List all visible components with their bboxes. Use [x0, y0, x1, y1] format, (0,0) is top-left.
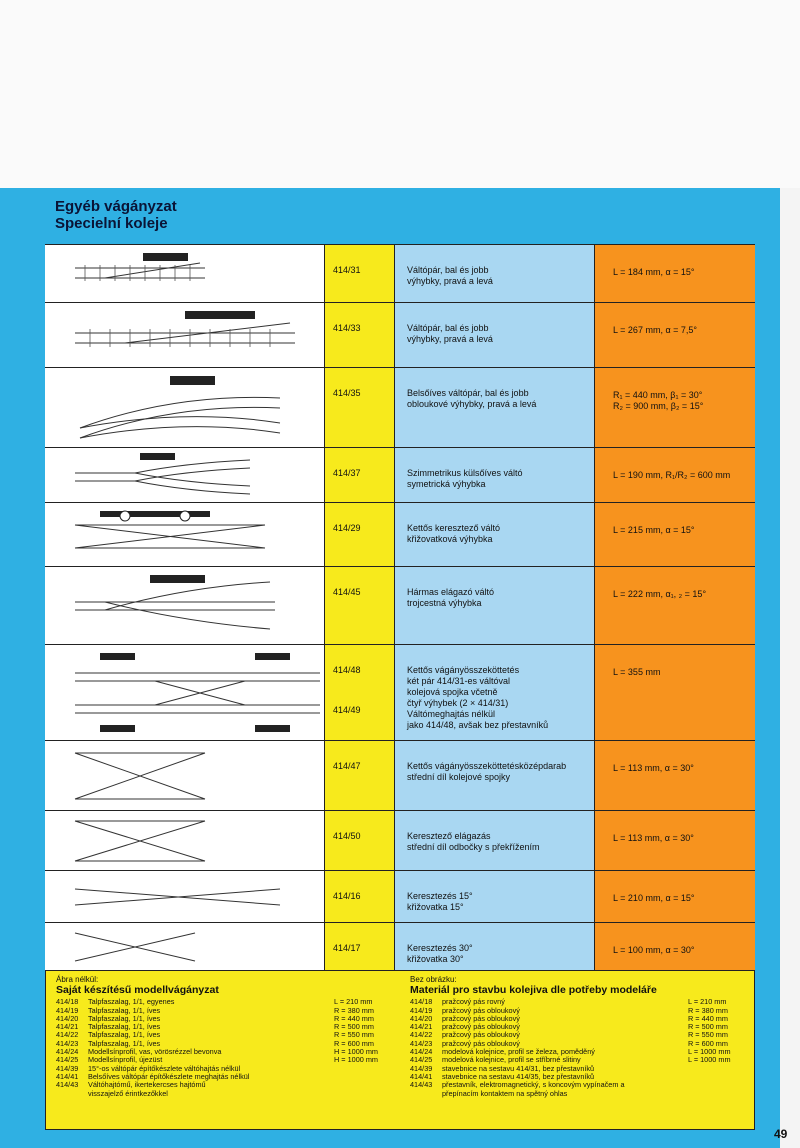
- track-illustration: [45, 303, 325, 368]
- track-drawing: [45, 448, 324, 503]
- spec-line: L = 190 mm, R₁/R₂ = 600 mm: [613, 470, 731, 480]
- item-text: stavebnice na sestavu 414/35, bez přestavníků: [442, 1071, 595, 1081]
- item-number: 414/39: [56, 1063, 79, 1073]
- item-text: visszajelző érintkezőkkel: [88, 1088, 168, 1098]
- page-number: 49: [774, 1127, 788, 1141]
- item-text: pražcový pás obloukový: [442, 1030, 520, 1040]
- description-hu: Keresztezés 30°: [407, 943, 473, 953]
- track-illustration: [45, 645, 325, 741]
- item-number: 414/19: [410, 1005, 433, 1015]
- track-illustration: [45, 871, 325, 923]
- spec-line: L = 210 mm, α = 15°: [613, 893, 695, 903]
- item-number: 414/23: [56, 1038, 79, 1048]
- table-row: [45, 740, 755, 811]
- item-text: pražcový pás obloukový: [442, 1022, 520, 1032]
- article-number: 414/35: [325, 368, 395, 448]
- item-value: R = 600 mm: [334, 1038, 374, 1048]
- description-hu: Belsőíves váltópár, bal és jobb: [407, 388, 529, 398]
- item-text: pražcový pás obloukový: [442, 1038, 520, 1048]
- article-number: 414/33: [325, 303, 395, 368]
- description-cz: křižovatka 15°: [407, 902, 464, 912]
- item-text: modelová kolejnice, profil se stříbrné slitiny: [442, 1055, 581, 1065]
- item-value: R = 380 mm: [688, 1005, 728, 1015]
- spec-line: L = 113 mm, α = 30°: [613, 833, 694, 843]
- description: [395, 741, 595, 811]
- specification: [595, 245, 755, 303]
- item-text: Talpfaszalag, 1/1, íves: [88, 1030, 161, 1040]
- specification: [595, 923, 755, 971]
- description: [395, 871, 595, 923]
- table-row: [45, 566, 755, 645]
- description: [395, 368, 595, 448]
- description-hu: Keresztező elágazás: [407, 831, 491, 841]
- specification: [595, 811, 755, 871]
- item-value: R = 550 mm: [334, 1030, 374, 1040]
- article-number-49: 414/49: [333, 705, 361, 715]
- item-value: R = 440 mm: [334, 1013, 374, 1023]
- description: [395, 448, 595, 503]
- item-value: [334, 1090, 390, 1098]
- title-hungarian: Egyéb vágányzat: [55, 198, 177, 215]
- spec-line: L = 100 mm, α = 30°: [613, 945, 695, 955]
- materials-hungarian: [46, 971, 400, 1129]
- description-hu: Keresztezés 15°: [407, 891, 473, 901]
- track-illustration: [45, 368, 325, 448]
- article-number: 414/47: [325, 741, 395, 811]
- description-hu: Váltópár, bal és jobb: [407, 323, 489, 333]
- page-title: [55, 198, 177, 232]
- item-number: 414/19: [56, 1005, 79, 1015]
- spec-line: R₁ = 440 mm, β₁ = 30°: [613, 390, 703, 400]
- specification: [595, 741, 755, 811]
- article-number: 414/29: [325, 503, 395, 567]
- item-number: [56, 1090, 88, 1098]
- item-number: 414/21: [410, 1022, 433, 1032]
- article-number: 414/31: [325, 245, 395, 303]
- track-drawing: [45, 811, 324, 871]
- track-drawing: [45, 741, 324, 811]
- specification: [595, 368, 755, 448]
- table-row: [45, 302, 755, 368]
- item-text: Váltóhajtómű, ikertekercses hajtómű: [88, 1080, 206, 1090]
- description: [395, 567, 595, 645]
- table-row: [45, 810, 755, 871]
- spec-line: L = 215 mm, α = 15°: [613, 525, 695, 535]
- item-text: pražcový pás obloukový: [442, 1005, 520, 1015]
- item-number: 414/21: [56, 1022, 79, 1032]
- item-value: R = 440 mm: [688, 1013, 728, 1023]
- table-row: [45, 447, 755, 503]
- track-illustration: [45, 448, 325, 503]
- materials-list: [56, 998, 390, 1098]
- materials-list: [410, 998, 744, 1098]
- item-number: 414/43: [410, 1080, 433, 1090]
- item-number: 414/18: [56, 997, 79, 1007]
- track-illustration: [45, 811, 325, 871]
- item-value: [688, 1073, 744, 1081]
- item-number: 414/24: [56, 1047, 79, 1057]
- table-row: [45, 870, 755, 923]
- item-text: Modellsínprofil, vas, vörösrézzel bevonva: [88, 1047, 222, 1057]
- description-cz: střední díl kolejové spojky: [407, 772, 511, 782]
- description-hu: Kettős keresztező váltó: [407, 523, 501, 533]
- description: [395, 245, 595, 303]
- description-cz: kolejová spojka včetně: [407, 687, 498, 697]
- list-item: [56, 1090, 390, 1098]
- description: [395, 645, 595, 741]
- track-illustration: [45, 503, 325, 567]
- article-number: 414/50: [325, 811, 395, 871]
- track-drawing: [45, 567, 324, 645]
- description-cz: výhybky, pravá a levá: [407, 334, 493, 344]
- article-number: 414/17: [325, 923, 395, 971]
- item-value: R = 380 mm: [334, 1005, 374, 1015]
- item-value: [688, 1081, 744, 1089]
- top-margin: [0, 0, 800, 188]
- spec-line: L = 355 mm: [613, 667, 661, 677]
- description-cz: čtyř výhybek (2 × 414/31): [407, 698, 509, 708]
- item-text: Talpfaszalag, 1/1, íves: [88, 1022, 161, 1032]
- track-drawing: [45, 645, 324, 741]
- item-number: 414/39: [410, 1063, 433, 1073]
- description-cz: křižovatková výhybka: [407, 534, 493, 544]
- item-number: 414/23: [410, 1038, 433, 1048]
- track-illustration: [45, 245, 325, 303]
- section-heading: Materiál pro stavbu kolejiva dle potřeby modeláře: [410, 984, 657, 997]
- description-cz: obloukové výhybky, pravá a levá: [407, 399, 537, 409]
- item-value: [688, 1090, 744, 1098]
- item-number: 414/24: [410, 1047, 433, 1057]
- item-value: L = 1000 mm: [688, 1055, 731, 1065]
- article-number: 414/16: [325, 871, 395, 923]
- description-cz: křižovatka 30°: [407, 954, 464, 964]
- item-text: Talpfaszalag, 1/1, egyenes: [88, 997, 175, 1007]
- specification: [595, 503, 755, 567]
- description-hu: Hármas elágazó váltó: [407, 587, 495, 597]
- item-number: 414/20: [56, 1013, 79, 1023]
- item-text: pražcový pás rovný: [442, 997, 505, 1007]
- spec-line: L = 222 mm, α₁, ₂ = 15°: [613, 589, 707, 599]
- item-value: [334, 1073, 390, 1081]
- item-number: 414/20: [410, 1013, 433, 1023]
- spec-line: L = 113 mm, α = 30°: [613, 763, 694, 773]
- list-item: [410, 1090, 744, 1098]
- article-number-48: 414/48: [333, 665, 361, 675]
- item-number: 414/18: [410, 997, 433, 1007]
- table-row: [45, 502, 755, 567]
- description-hu: Kettős vágányösszeköttetésközépdarab: [407, 761, 567, 771]
- description: [395, 503, 595, 567]
- description: [395, 811, 595, 871]
- item-text: modelová kolejnice, profil se železa, poměděný: [442, 1047, 595, 1057]
- title-czech: Specielní koleje: [55, 215, 168, 232]
- spec-line: L = 267 mm, α = 7,5°: [613, 325, 698, 335]
- item-value: [334, 1065, 390, 1073]
- table-row: [45, 922, 755, 971]
- description-hu: Váltómeghajtás nélkül: [407, 709, 496, 719]
- item-number: 414/41: [56, 1071, 79, 1081]
- item-number: 414/25: [410, 1055, 433, 1065]
- track-drawing: [45, 303, 324, 368]
- table-row: [45, 367, 755, 448]
- track-drawing: [45, 503, 324, 567]
- description-cz: jako 414/48, avšak bez přestavníků: [407, 720, 549, 730]
- page-edge: [780, 188, 800, 1148]
- track-drawing: [45, 368, 324, 448]
- item-value: L = 1000 mm: [688, 1047, 731, 1057]
- track-illustration: [45, 741, 325, 811]
- track-illustration: [45, 567, 325, 645]
- description-cz: střední díl odbočky s překřížením: [407, 842, 540, 852]
- item-text: Talpfaszalag, 1/1, íves: [88, 1038, 161, 1048]
- description: [395, 923, 595, 971]
- track-drawing: [45, 245, 324, 303]
- specification: [595, 871, 755, 923]
- item-text: Modellsínprofil, újezüst: [88, 1055, 163, 1065]
- item-value: [688, 1065, 744, 1073]
- item-text: Talpfaszalag, 1/1, íves: [88, 1013, 161, 1023]
- caption: Bez obrázku:: [410, 975, 457, 984]
- item-text: přestavník, elektromagnetický, s koncovým vypínačem a: [442, 1080, 625, 1090]
- article-number: 414/37: [325, 448, 395, 503]
- specification: [595, 303, 755, 368]
- item-value: R = 600 mm: [688, 1038, 728, 1048]
- item-value: H = 1000 mm: [334, 1047, 379, 1057]
- article-number: 414/45: [325, 567, 395, 645]
- item-number: 414/22: [56, 1030, 79, 1040]
- caption: Ábra nélkül:: [56, 975, 99, 984]
- specification: [595, 567, 755, 645]
- table-row: [45, 644, 755, 741]
- item-text: stavebnice na sestavu 414/31, bez přestavníků: [442, 1063, 595, 1073]
- description-hu: Váltópár, bal és jobb: [407, 265, 489, 275]
- item-text: 15°-os váltópár építőkészlete váltóhajtás nélkül: [88, 1063, 241, 1073]
- section-heading: Saját készítésű modellvágányzat: [56, 984, 219, 997]
- item-text: Belsőíves váltópár építőkészlete meghajtás nélkül: [88, 1071, 250, 1081]
- specification: [595, 448, 755, 503]
- item-number: 414/43: [56, 1080, 79, 1090]
- spec-line: L = 184 mm, α = 15°: [613, 267, 695, 277]
- article-number: [325, 645, 395, 741]
- track-drawing: [45, 923, 324, 971]
- item-number: 414/41: [410, 1071, 433, 1081]
- description-hu: Szimmetrikus külsőíves váltó: [407, 468, 523, 478]
- materials-czech: [400, 971, 754, 1129]
- description-hu: két pár 414/31-es váltóval: [407, 676, 511, 686]
- item-text: Talpfaszalag, 1/1, íves: [88, 1005, 161, 1015]
- spec-line: R₂ = 900 mm, β₂ = 15°: [613, 401, 704, 411]
- item-value: R = 550 mm: [688, 1030, 728, 1040]
- item-number: 414/22: [410, 1030, 433, 1040]
- description-cz: trojcestná výhybka: [407, 598, 482, 608]
- track-illustration: [45, 923, 325, 971]
- description: [395, 303, 595, 368]
- item-value: [334, 1081, 390, 1089]
- materials-box: [45, 970, 755, 1130]
- item-text: pražcový pás obloukový: [442, 1013, 520, 1023]
- item-text: přepínacím kontaktem na spětný ohlas: [442, 1088, 568, 1098]
- item-value: H = 1000 mm: [334, 1055, 379, 1065]
- item-number: 414/25: [56, 1055, 79, 1065]
- item-value: R = 500 mm: [688, 1022, 728, 1032]
- item-number: [410, 1090, 442, 1098]
- description-hu: Kettős vágányösszeköttetés: [407, 665, 520, 675]
- table-row: [45, 244, 755, 303]
- item-value: R = 500 mm: [334, 1022, 374, 1032]
- specification: [595, 645, 755, 741]
- item-value: L = 210 mm: [688, 997, 727, 1007]
- item-value: L = 210 mm: [334, 997, 373, 1007]
- track-drawing: [45, 871, 324, 923]
- description-cz: symetrická výhybka: [407, 479, 486, 489]
- description-cz: výhybky, pravá a levá: [407, 276, 493, 286]
